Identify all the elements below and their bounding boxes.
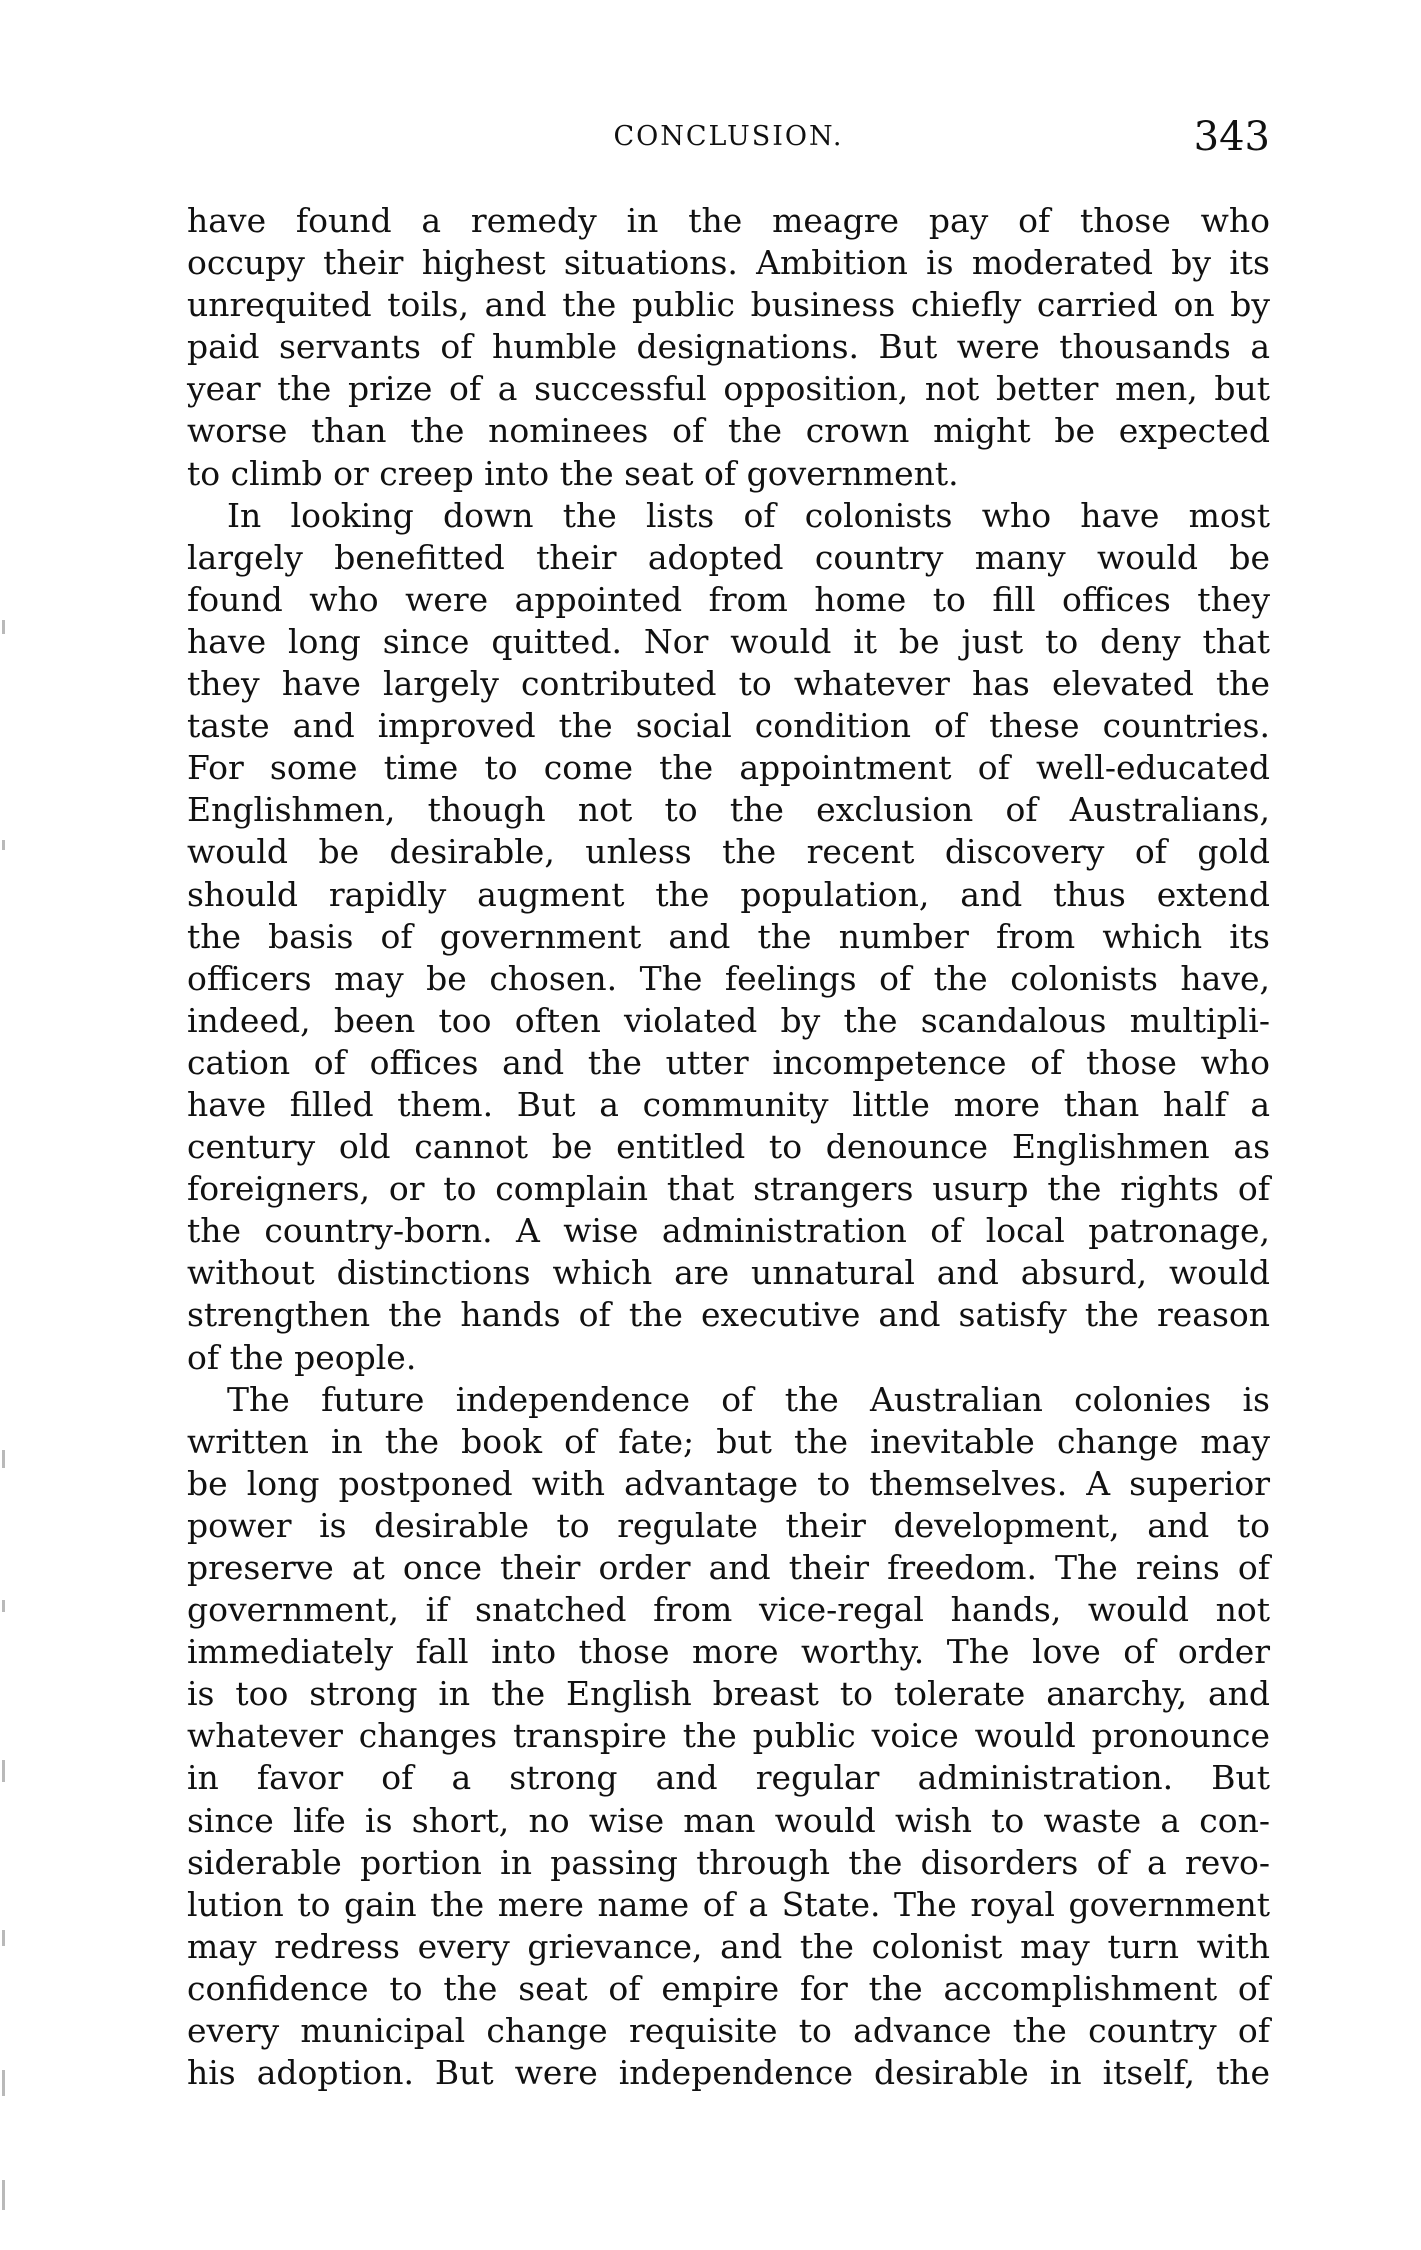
text-line: every municipal change requisite to advance the country of: [187, 2011, 1270, 2051]
text-line: without distinctions which are unnatural and absurd, would: [187, 1253, 1270, 1293]
text-line: they have largely contributed to whatever has elevated the: [187, 664, 1270, 704]
text-line: the basis of government and the number from which its: [187, 916, 1270, 956]
text-line: century old cannot be entitled to denounce Englishmen as: [187, 1127, 1270, 1167]
text-line: unrequited toils, and the public business chiefly carried on by: [187, 285, 1270, 325]
text-line: taste and improved the social condition of these countries.: [187, 706, 1270, 746]
text-line: For some time to come the appointment of well-educated: [187, 748, 1270, 788]
page-header: [187, 112, 1270, 162]
text-line: Englishmen, though not to the exclusion of Australians,: [187, 790, 1270, 830]
text-line: strengthen the hands of the executive and satisfy the reason: [187, 1295, 1270, 1335]
text-line: occupy their highest situations. Ambition is moderated by its: [187, 243, 1270, 283]
paragraph-first-line: The future independence of the Australian colonies is: [227, 1379, 1270, 1419]
scan-speck: [2, 840, 5, 850]
text-line: officers may be chosen. The feelings of the colonists have,: [187, 958, 1270, 998]
text-line: have long since quitted. Nor would it be just to deny that: [187, 621, 1270, 661]
text-line: in favor of a strong and regular administration. But: [187, 1758, 1270, 1798]
text-line: should rapidly augment the population, and thus extend: [187, 874, 1270, 914]
scan-speck: [2, 1760, 5, 1782]
text-line: government, if snatched from vice-regal hands, would not: [187, 1590, 1270, 1630]
running-head: CONCLUSION.: [613, 121, 844, 152]
scan-speck: [2, 1450, 5, 1468]
text-line: power is desirable to regulate their development, and to: [187, 1505, 1270, 1545]
text-line: since life is short, no wise man would wish to waste a con-: [187, 1800, 1270, 1840]
text-line: to climb or creep into the seat of government.: [187, 453, 959, 493]
scan-speck: [2, 2180, 5, 2210]
scan-margin-marks: [2, 600, 12, 2250]
text-line: may redress every grievance, and the colonist may turn with: [187, 1926, 1270, 1966]
text-line: lution to gain the mere name of a State. The royal government: [187, 1884, 1270, 1924]
text-line: siderable portion in passing through the disorders of a revo-: [187, 1842, 1270, 1882]
text-line: is too strong in the English breast to tolerate anarchy, and: [187, 1674, 1270, 1714]
text-line: whatever changes transpire the public voice would pronounce: [187, 1716, 1270, 1756]
scan-speck: [2, 620, 5, 634]
scan-speck: [2, 1600, 5, 1612]
scan-speck: [2, 2070, 5, 2096]
text-line: foreigners, or to complain that strangers usurp the rights of: [187, 1169, 1270, 1209]
text-line: have filled them. But a community little more than half a: [187, 1084, 1270, 1124]
text-line: his adoption. But were independence desirable in itself, the: [187, 2053, 1270, 2093]
text-line: indeed, been too often violated by the scandalous multipli-: [187, 1000, 1270, 1040]
text-line: preserve at once their order and their freedom. The reins of: [187, 1548, 1270, 1587]
text-line: year the prize of a successful opposition, not better men, but: [187, 369, 1270, 409]
text-line: the country-born. A wise administration of local patronage,: [187, 1211, 1270, 1251]
text-line: found who were appointed from home to fill offices they: [187, 579, 1270, 619]
text-line: written in the book of fate; but the inevitable change may: [187, 1421, 1270, 1461]
scan-speck: [2, 1930, 5, 1946]
text-line: confidence to the seat of empire for the accomplishment of: [187, 1968, 1270, 2008]
text-line: be long postponed with advantage to themselves. A superior: [187, 1463, 1270, 1503]
text-line: cation of offices and the utter incompetence of those who: [187, 1042, 1270, 1082]
text-line: would be desirable, unless the recent discovery of gold: [187, 832, 1270, 872]
text-line: paid servants of humble designations. But were thousands a: [187, 327, 1270, 367]
paragraph-first-line: In looking down the lists of colonists who have most: [227, 495, 1270, 535]
text-line: largely benefitted their adopted country many would be: [187, 537, 1270, 577]
body-text: [187, 200, 1270, 2094]
text-line: have found a remedy in the meagre pay of those who: [187, 201, 1270, 240]
page-number: 343: [1193, 114, 1270, 160]
text-line: immediately fall into those more worthy. The love of order: [187, 1632, 1270, 1672]
text-line: of the people.: [187, 1337, 417, 1377]
text-line: worse than the nominees of the crown might be expected: [187, 411, 1270, 451]
